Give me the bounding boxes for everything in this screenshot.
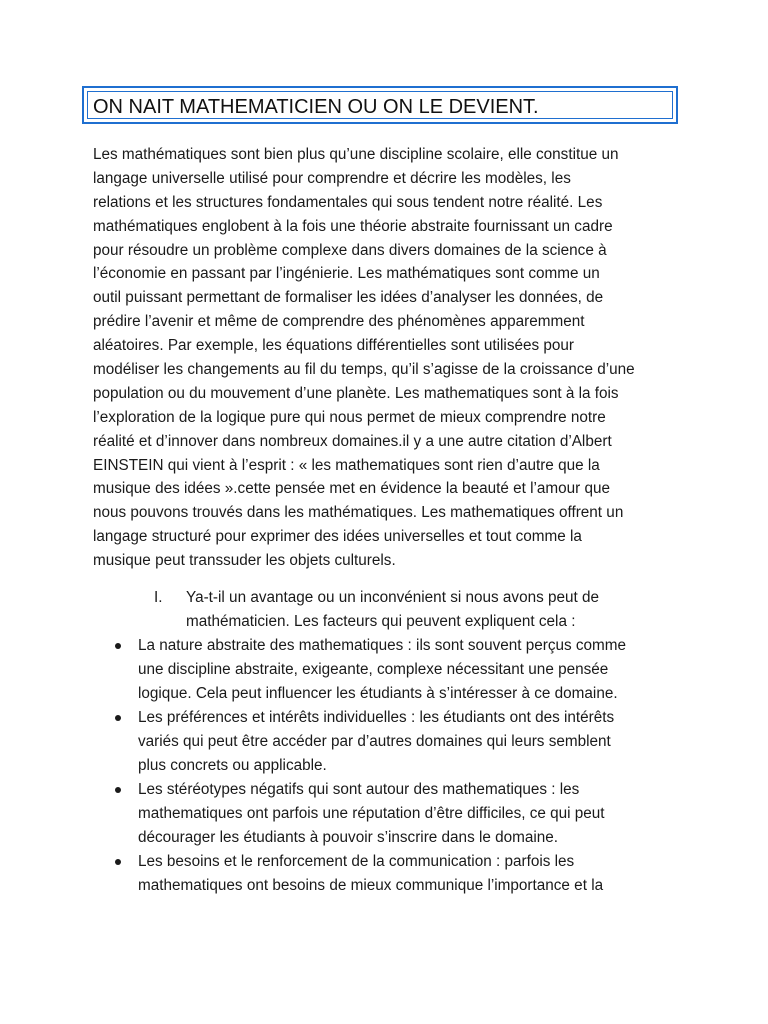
bullet-line: une discipline abstraite, exigeante, complexe nécessitant une pensée [138, 661, 609, 678]
paragraph-line: prédire l’avenir et même de comprendre des phénomènes apparemment [93, 313, 585, 331]
numbered-item-line: Ya-t-il un avantage ou un inconvénient si nous avons peut de [186, 589, 600, 606]
numbered-item-line: mathématicien. Les facteurs qui peuvent expliquent cela : [186, 612, 576, 630]
numbered-item-text [186, 586, 706, 634]
bullet-list [93, 634, 693, 898]
bullet-line: Les stéréotypes négatifs qui sont autour des mathematiques : les [138, 781, 580, 798]
bullet-item-stereotypes [93, 778, 693, 850]
paragraph-line: population ou du mouvement d’une planète. Les mathematiques sont à la fois [93, 384, 619, 402]
paragraph-line: modéliser les changements au fil du temps, qu’il s’agisse de la croissance d’une [93, 361, 635, 379]
bullet-line: mathematiques ont parfois une réputation d’être difficiles, ce qui peut [138, 805, 605, 822]
paragraph-line: aléatoires. Par exemple, les équations différentielles sont utilisées pour [93, 337, 574, 355]
document-title: ON NAIT MATHEMATICIEN OU ON LE DEVIENT. [93, 96, 539, 118]
title-box [82, 86, 678, 124]
bullet-line: Les préférences et intérêts individuelles : les étudiants ont des intérêts [138, 709, 615, 726]
paragraph-line: mathématiques englobent à la fois une théorie abstraite fournissant un cadre [93, 217, 613, 235]
paragraph-line: relations et les structures fondamentales qui sous tendent notre réalité. Les [93, 193, 603, 211]
bullet-item-abstract-nature [93, 634, 693, 706]
paragraph-line: musique des idées ».cette pensée met en évidence la beauté et l’amour que [93, 480, 611, 498]
bullet-line: logique. Cela peut influencer les étudiants à s’intéresser à ce domaine. [138, 685, 618, 702]
paragraph-line: pour résoudre un problème complexe dans divers domaines de la science à [93, 241, 607, 259]
paragraph-line: langage structuré pour exprimer des idées universelles et tout comme la [93, 528, 582, 546]
bullet-dot-icon [115, 859, 121, 865]
bullet-line: décourager les étudiants à pouvoir s’inscrire dans le domaine. [138, 829, 559, 846]
paragraph-line: réalité et d’innover dans nombreux domaines.il y a une autre citation d’Albert [93, 432, 612, 450]
paragraph-line: nous pouvons trouvés dans les mathématiques. Les mathematiques offrent un [93, 504, 624, 522]
bullet-line: La nature abstraite des mathematiques : ils sont souvent perçus comme [138, 637, 627, 654]
bullet-line: variés qui peut être accéder par d’autres domaines qui leurs semblent [138, 733, 611, 750]
paragraph-line: l’économie en passant par l’ingénierie. Les mathématiques sont comme un [93, 265, 600, 283]
bullet-dot-icon [115, 787, 121, 793]
paragraph-line: langage universelle utilisé pour comprendre et décrire les modèles, les [93, 169, 571, 187]
paragraph-line: outil puissant permettant de formaliser les idées d’analyser les données, de [93, 289, 604, 307]
intro-paragraph [93, 143, 683, 573]
bullet-item-preferences [93, 706, 693, 778]
list-number-marker: I. [154, 589, 163, 606]
bullet-item-communication [93, 850, 693, 898]
bullet-dot-icon [115, 715, 121, 721]
paragraph-line: EINSTEIN qui vient à l’esprit : « les mathematiques sont rien d’autre que la [93, 456, 600, 474]
bullet-line: Les besoins et le renforcement de la communication : parfois les [138, 853, 575, 870]
bullet-dot-icon [115, 643, 121, 649]
paragraph-line: l’exploration de la logique pure qui nous permet de mieux comprendre notre [93, 408, 606, 426]
paragraph-line: Les mathématiques sont bien plus qu’une discipline scolaire, elle constitue un [93, 146, 619, 163]
bullet-line: mathematiques ont besoins de mieux communique l’importance et la [138, 877, 604, 894]
bullet-line: plus concrets ou applicable. [138, 757, 327, 774]
paragraph-line: musique peut transsuder les objets culturels. [93, 552, 396, 570]
